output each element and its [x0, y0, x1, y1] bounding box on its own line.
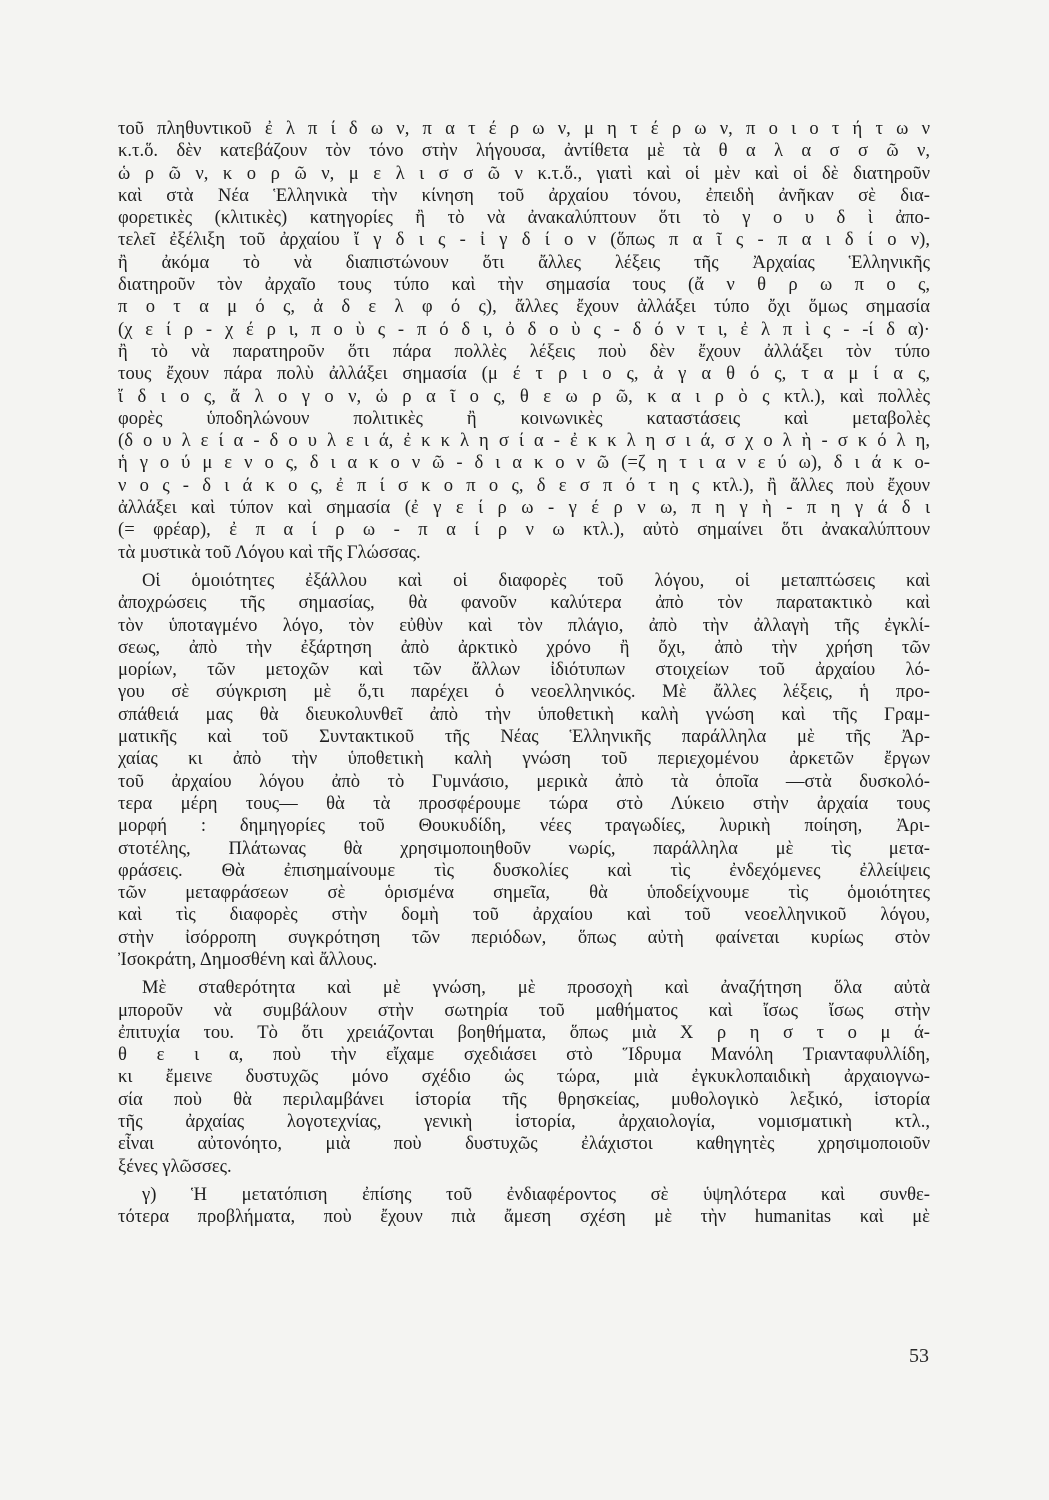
text-line: τὰ μυστικὰ τοῦ Λόγου καὶ τῆς Γλώσσας.	[118, 541, 421, 563]
text-line: σπάθειά μας θὰ διευκολυνθεῖ ἀπὸ τὴν ὑποθετικὴ καλὴ γνώση καὶ τῆς Γραμ-	[118, 703, 930, 725]
text-line: εἶναι αὐτονόητο, μιὰ ποὺ δυστυχῶς ἐλάχιστοι καθηγητὲς χρησιμοποιοῦν	[118, 1133, 930, 1155]
text-line: τὸν ὑποταγμένο λόγο, τὸν εὐθὺν καὶ τὸν πλάγιο, ἀπὸ τὴν ἀλλαγὴ τῆς ἐγκλί-	[118, 614, 930, 636]
text-line: κι ἔμεινε δυστυχῶς μόνο σχέδιο ὡς τώρα, μιὰ ἐγκυκλοπαιδικὴ ἀρχαιογνω-	[118, 1066, 930, 1088]
text-line: τῆς ἀρχαίας λογοτεχνίας, γενικὴ ἱστορία, ἀρχαιολογία, νομισματικὴ κτλ.,	[118, 1111, 930, 1133]
text-line: ἡ γ ο ύ μ ε ν ο ς, δ ι α κ ο ν ῶ - δ ι α κ ο ν ῶ (=ζ η τ ι α ν ε ύ ω), δ ι ά κ ο-	[118, 452, 930, 474]
text-line: σία ποὺ θὰ περιλαμβάνει ἱστορία τῆς θρησκείας, μυθολογικὸ λεξικό, ἱστορία	[118, 1088, 930, 1110]
text-line: ἐπιτυχία του. Τὸ ὅτι χρειάζονται βοηθήματα, ὅπως μιὰ Χ ρ η σ τ ο μ ά-	[118, 1021, 930, 1043]
text-line: τερα μέρη τους— θὰ τὰ προσφέρουμε τώρα στὸ Λύκειο στὴν ἀρχαία τους	[118, 792, 930, 814]
text-line: καὶ τὶς διαφορὲς στὴν δομὴ τοῦ ἀρχαίου καὶ τοῦ νεοελληνικοῦ λόγου,	[118, 904, 930, 926]
text-line: γ) Ἡ μετατόπιση ἐπίσης τοῦ ἐνδιαφέροντος σὲ ὑψηλότερα καὶ συνθε-	[142, 1183, 930, 1205]
text-line: σεως, ἀπὸ τὴν ἐξάρτηση ἀπὸ ἀρκτικὸ χρόνο ἢ ὄχι, ἀπὸ τὴν χρήση τῶν	[118, 636, 930, 658]
text-line: ὡ ρ ῶ ν, κ ο ρ ῶ ν, μ ε λ ι σ σ ῶ ν κ.τ.ὅ., γιατὶ καὶ οἱ μὲν καὶ οἱ δὲ διατηροῦν	[118, 162, 930, 184]
text-line: στοτέλης, Πλάτωνας θὰ χρησιμοποιηθοῦν νωρίς, παράλληλα μὲ τὶς μετα-	[118, 837, 930, 859]
text-line: θ ε ι α, ποὺ τὴν εἴχαμε σχεδιάσει στὸ Ἵδρυμα Μανόλη Τριανταφυλλίδη,	[118, 1044, 930, 1066]
text-line: Ἰσοκράτη, Δημοσθένη καὶ ἄλλους.	[118, 948, 378, 970]
text-line: Μὲ σταθερότητα καὶ μὲ γνώση, μὲ προσοχὴ καὶ ἀναζήτηση ὅλα αὐτὰ	[142, 977, 930, 999]
text-line: ἢ ἀκόμα τὸ νὰ διαπιστώνουν ὅτι ἄλλες λέξεις τῆς Ἀρχαίας Ἑλληνικῆς	[118, 251, 930, 273]
text-line: τελεῖ ἐξέλιξη τοῦ ἀρχαίου ἴ γ δ ι ς - ἰ γ δ ί ο ν (ὅπως π α ῖ ς - π α ι δ ί ο ν),	[118, 229, 930, 251]
page-number: 53	[909, 1345, 929, 1367]
text-line: τοῦ πληθυντικοῦ ἐ λ π ί δ ω ν, π α τ έ ρ ω ν, μ η τ έ ρ ω ν, π ο ι ο τ ή τ ω ν	[118, 118, 930, 139]
text-line: φορετικὲς (κλιτικὲς) κατηγορίες ἢ τὸ νὰ ἀνακαλύπτουν ὅτι τὸ γ ο υ δ ὶ ἀπο-	[118, 207, 930, 229]
text-line: φράσεις. Θὰ ἐπισημαίνουμε τὶς δυσκολίες καὶ τὶς ἐνδεχόμενες ἐλλείψεις	[118, 859, 930, 881]
text-line: π ο τ α μ ό ς, ἀ δ ε λ φ ό ς), ἄλλες ἔχουν ἀλλάξει τύπο ὄχι ὅμως σημασία	[118, 296, 930, 318]
text-line: γου σὲ σύγκριση μὲ ὅ,τι παρέχει ὁ νεοελληνικός. Μὲ ἄλλες λέξεις, ἡ προ-	[118, 681, 930, 703]
text-line: ξένες γλῶσσες.	[118, 1155, 232, 1177]
text-line: ἢ τὸ νὰ παρατηροῦν ὅτι πάρα πολλὲς λέξεις ποὺ δὲν ἔχουν ἀλλάξει τὸν τύπο	[118, 340, 930, 362]
text-line: τους ἔχουν πάρα πολὺ ἀλλάξει σημασία (μ έ τ ρ ι ο ς, ἀ γ α θ ό ς, τ α μ ί α ς,	[118, 363, 930, 385]
text-line: Οἱ ὁμοιότητες ἐξάλλου καὶ οἱ διαφορὲς τοῦ λόγου, οἱ μεταπτώσεις καὶ	[142, 569, 930, 591]
paragraph	[118, 977, 930, 1178]
text-line: ἴ δ ι ο ς, ἄ λ ο γ ο ν, ὡ ρ α ῖ ο ς, θ ε ω ρ ῶ, κ α ι ρ ὸ ς κτλ.), καὶ πολλὲς	[118, 385, 930, 407]
text-line: ἀποχρώσεις τῆς σημασίας, θὰ φανοῦν καλύτερα ἀπὸ τὸν παρατακτικὸ καὶ	[118, 592, 930, 614]
text-line: ν ο ς - δ ι ά κ ο ς, ἐ π ί σ κ ο π ο ς, δ ε σ π ό τ η ς κτλ.), ἢ ἄλλες ποὺ ἔχουν	[118, 474, 930, 496]
text-line: μποροῦν νὰ συμβάλουν στὴν σωτηρία τοῦ μαθήματος καὶ ἴσως ἴσως στὴν	[118, 999, 930, 1021]
text-line: ἀλλάξει καὶ τύπον καὶ σημασία (ἐ γ ε ί ρ ω - γ έ ρ ν ω, π η γ ὴ - π η γ ά δ ι	[118, 497, 930, 519]
text-line: (χ ε ί ρ - χ έ ρ ι, π ο ὺ ς - π ό δ ι, ὀ δ ο ὺ ς - δ ό ν τ ι, ἐ λ π ὶ ς - -ί δ α)·	[118, 318, 930, 340]
text-line: χαίας κι ἀπὸ τὴν ὑποθετικὴ καλὴ γνώση τοῦ περιεχομένου ἀρκετῶν ἔργων	[118, 748, 930, 770]
text-line: κ.τ.ὅ. δὲν κατεβάζουν τὸν τόνο στὴν λήγουσα, ἀντίθετα μὲ τὰ θ α λ α σ σ ῶ ν,	[118, 140, 930, 162]
text-line: τοῦ ἀρχαίου λόγου ἀπὸ τὸ Γυμνάσιο, μερικὰ ἀπὸ τὰ ὁποῖα —στὰ δυσκολό-	[118, 770, 930, 792]
text-line: φορὲς ὑποδηλώνουν πολιτικὲς ἢ κοινωνικὲς καταστάσεις καὶ μεταβολὲς	[118, 407, 930, 429]
text-line: (δ ο υ λ ε ί α - δ ο υ λ ε ι ά, ἐ κ κ λ η σ ί α - ἐ κ κ λ η σ ι ά, σ χ ο λ ὴ - σ κ ό λ η,	[118, 430, 930, 452]
text-line: (= φρέαρ), ἐ π α ί ρ ω - π α ί ρ ν ω κτλ.), αὐτὸ σημαίνει ὅτι ἀνακαλύπτουν	[118, 519, 930, 541]
page-body	[118, 118, 930, 1229]
text-line: καὶ στὰ Νέα Ἑλληνικὰ τὴν κίνηση τοῦ ἀρχαίου τόνου, ἐπειδὴ ἀνῆκαν σὲ δια-	[118, 184, 930, 206]
paragraph	[118, 1184, 930, 1229]
text-line: τῶν μεταφράσεων σὲ ὁρισμένα σημεῖα, θὰ ὑποδείχνουμε τὶς ὁμοιότητες	[118, 882, 930, 904]
text-line: μορφή : δημηγορίες τοῦ Θουκυδίδη, νέες τραγωδίες, λυρικὴ ποίηση, Ἀρι-	[118, 815, 930, 837]
paragraph	[118, 118, 930, 564]
paragraph	[118, 570, 930, 971]
text-line: στὴν ἰσόρροπη συγκρότηση τῶν περιόδων, ὅπως αὐτὴ φαίνεται κυρίως στὸν	[118, 926, 930, 948]
text-line: μορίων, τῶν μετοχῶν καὶ τῶν ἄλλων ἰδιότυπων στοιχείων τοῦ ἀρχαίου λό-	[118, 659, 930, 681]
text-line: διατηροῦν τὸν ἀρχαῖο τους τύπο καὶ τὴν σημασία τους (ἄ ν θ ρ ω π ο ς,	[118, 274, 930, 296]
text-line: τότερα προβλήματα, ποὺ ἔχουν πιὰ ἄμεση σχέση μὲ τὴν humanitas καὶ μὲ	[118, 1206, 930, 1228]
text-line: ματικῆς καὶ τοῦ Συντακτικοῦ τῆς Νέας Ἑλληνικῆς παράλληλα μὲ τῆς Ἀρ-	[118, 726, 930, 748]
